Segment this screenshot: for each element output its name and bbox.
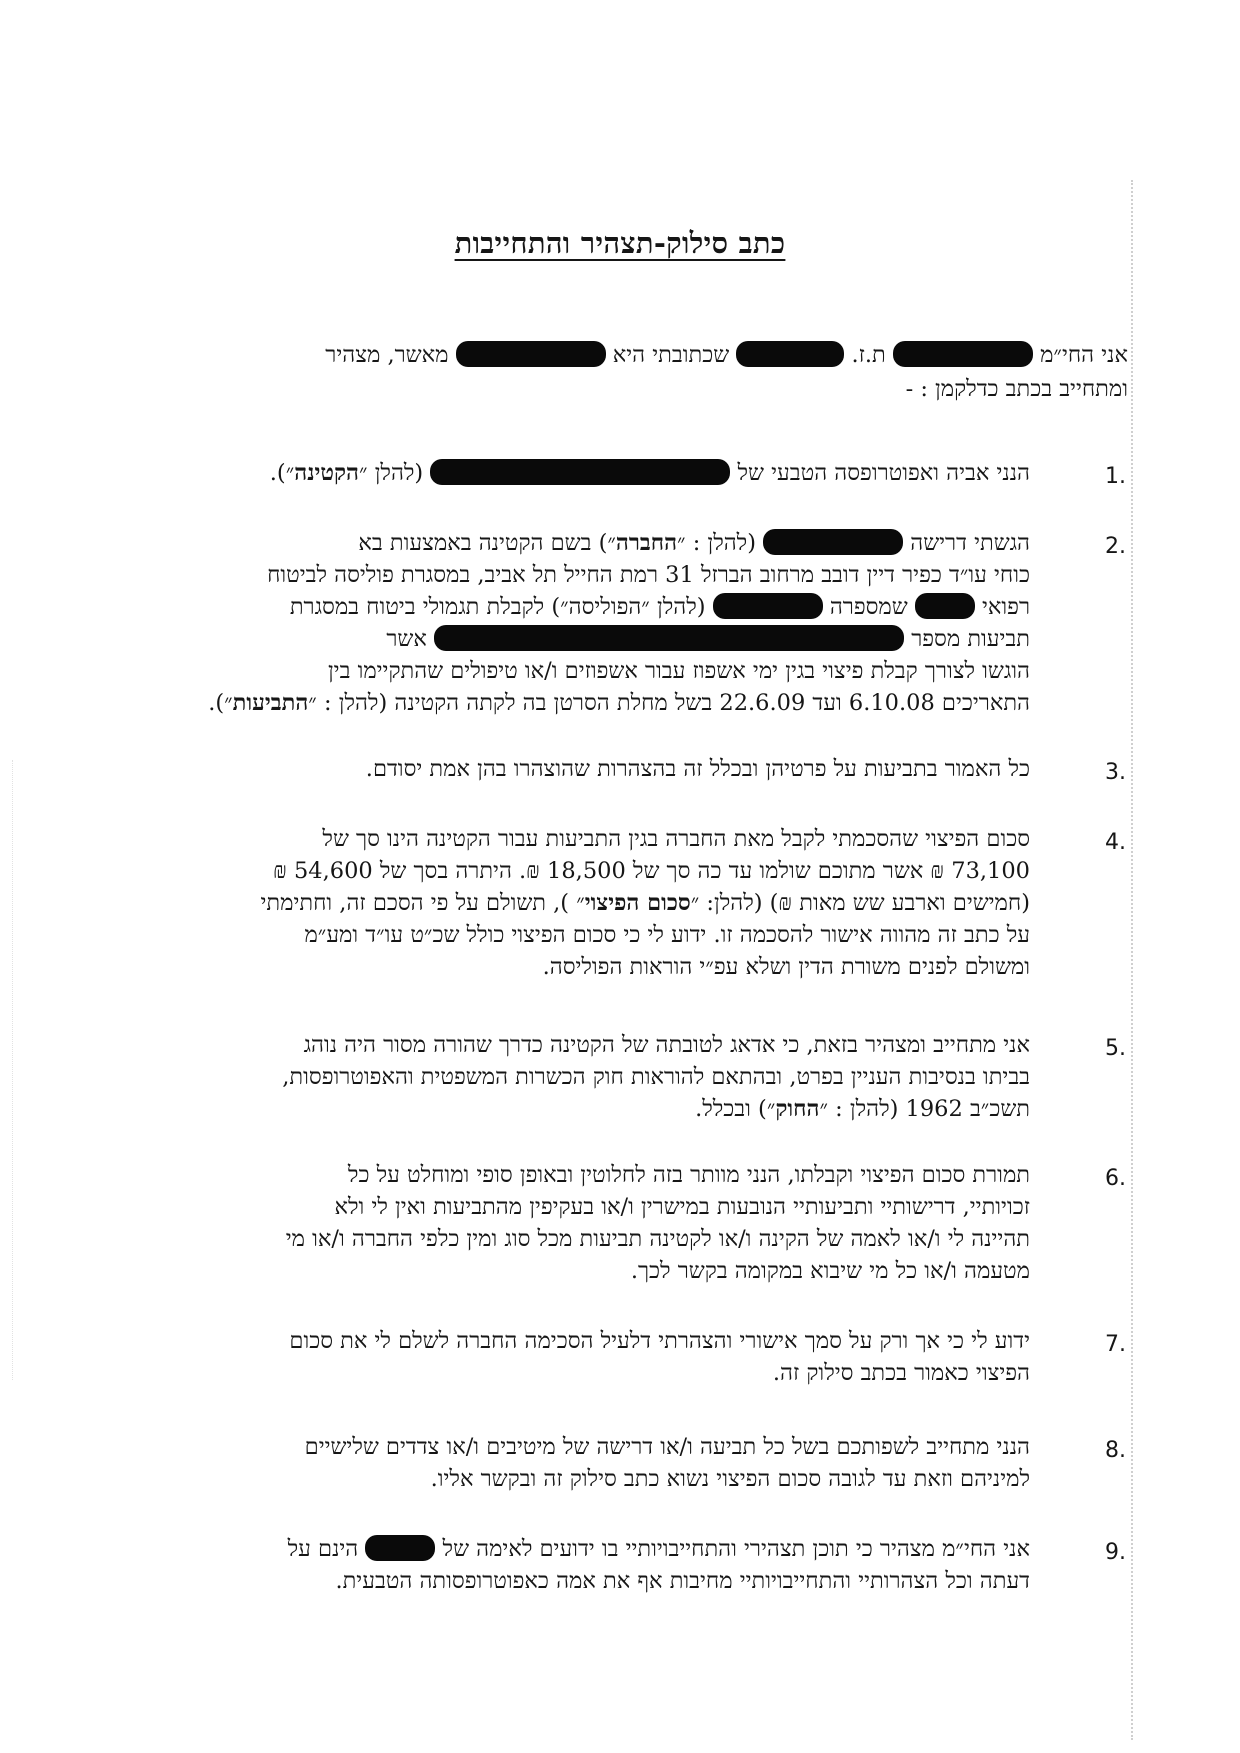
clause-line: (חמישים וארבע שש מאות ₪) (להלן: ״סכום הפיצוי״ ), תשולם על פי הסכם זה, וחתימתי [260,890,1030,916]
clause-line: הנני אביה ואפוטרופסה הטבעי של (להלן ״הקטינה״). [269,460,1030,486]
clause-line: על כתב זה מהווה אישור להסכמה זו. ידוע לי כי סכום הפיצוי כולל שכ״ט עו״ד ומע״מ [304,922,1030,948]
clause-line: דעתה וכל הצהרותיי והתחייבויותיי מחיבות אף את אמה כאפוטרופסותה הטבעית. [335,1568,1030,1594]
clause-line: למיניהם וזאת עד לגובה סכום הפיצוי נשוא כתב סילוק זה ובקשר אליו. [430,1466,1030,1492]
clause-line: אני מתחייב ומצהיר בזאת, כי אדאג לטובתה של הקטינה כדרך שהורה מסור היה נוהג [303,1032,1030,1058]
clause-line: הנני מתחייב לשפותכם בשל כל תביעה ו/או דרישה של מיטיבים ו/או צדדים שלישיים [304,1434,1030,1460]
scan-edge-artifact [1131,180,1133,1740]
clause-line: אני החי״מ מצהיר כי תוכן תצהירי והתחייבויותיי בו ידועים לאימה של הינם על [287,1536,1030,1562]
clause-line: תמורת סכום הפיצוי וקבלתו, הנני מוותר בזה לחלוטין ובאופן סופי ומוחלט על כל [347,1162,1030,1188]
clause-line: 73,100 ₪ אשר מתוכם שולמו עד כה סך של 18,500 ₪. היתרה בסך של 54,600 ₪ [273,858,1030,884]
redacted-field [915,593,975,619]
clause-number: 5. [1105,1036,1126,1061]
clause-number: 9. [1105,1540,1126,1565]
document-title: כתב סילוק-תצהיר והתחייבות [454,226,786,260]
intro-line-2: ומתחייב בכתב כדלקמן : - [905,376,1128,402]
clause-line: זכויותיי, דרישותיי ותביעותיי הנובעות במישרין ו/או בעקיפין מהתביעות ואין לי ולא [334,1194,1030,1220]
scan-edge-artifact-left [12,760,13,1380]
clause-number: 4. [1105,830,1126,855]
clause-line: התאריכים 6.10.08 ועד 22.6.09 בשל מחלת הסרטן בה לקתה הקטינה (להלן : ״התביעות״). [208,690,1030,716]
clause-line: הוגשו לצורך קבלת פיצוי בגין ימי אשפוז עבור אשפוזים ו/או טיפולים שהתקיימו בין [327,658,1030,684]
clause-line: כל האמור בתביעות על פרטיהן ובכלל זה בהצהרות שהוצהרו בהן אמת יסודם. [365,756,1030,782]
clause-line: רפואי שמספרה (להלן ״הפוליסה״) לקבלת תגמולי ביטוח במסגרת [289,594,1030,620]
clause-line: הפיצוי כאמור בכתב סילוק זה. [772,1360,1030,1386]
clause-number: 8. [1105,1438,1126,1463]
clause-number: 6. [1105,1166,1126,1191]
redacted-company [763,529,903,555]
clause-number: 2. [1105,534,1126,559]
clause-line: תהיינה לי ו/או לאמה של הקינה ו/או לקטינה תביעות מכל סוג ומין כלפי החברה ו/או מי [285,1226,1030,1252]
redacted-name [365,1535,435,1561]
clause-number: 1. [1105,464,1126,489]
redacted-policy-number [713,593,823,619]
clause-line: ידוע לי כי אך ורק על סמך אישורי והצהרתי דלעיל הסכימה החברה לשלם לי את סכום [289,1328,1030,1354]
redacted-address [456,341,606,367]
clause-line: כוחי עו״ד כפיר דיין דובב מרחוב הברזל 31 רמת החייל תל אביב, במסגרת פוליסה לביטוח [267,562,1030,588]
redacted-id [736,341,844,367]
clause-line: הגשתי דרישה (להלן : ״החברה״) בשם הקטינה באמצעות בא [358,530,1030,556]
clause-line: תשכ״ב 1962 (להלן : ״החוק״) ובכלל. [695,1096,1030,1122]
clause-line: בביתו בנסיבות העניין בפרט, ובהתאם להוראות חוק הכשרות המשפטית והאפוטרופסות, [282,1064,1030,1090]
redacted-claim-numbers [434,625,904,651]
clause-number: 7. [1105,1332,1126,1357]
clause-line: סכום הפיצוי שהסכמתי לקבל מאת החברה בגין התביעות עבור הקטינה הינו סך של [322,826,1030,852]
redacted-name [893,341,1033,367]
intro-line-1: אני החי״מ ת.ז. שכתובתי היא מאשר, מצהיר [325,342,1128,368]
clause-line: ומשולם לפנים משורת הדין ושלא עפ״י הוראות הפוליסה. [542,954,1030,980]
clause-number: 3. [1105,760,1126,785]
clause-line: תביעות מספר אשר [386,626,1030,652]
clause-line: מטעמה ו/או כל מי שיבוא במקומה בקשר לכך. [630,1258,1030,1284]
redacted-name [430,459,730,485]
